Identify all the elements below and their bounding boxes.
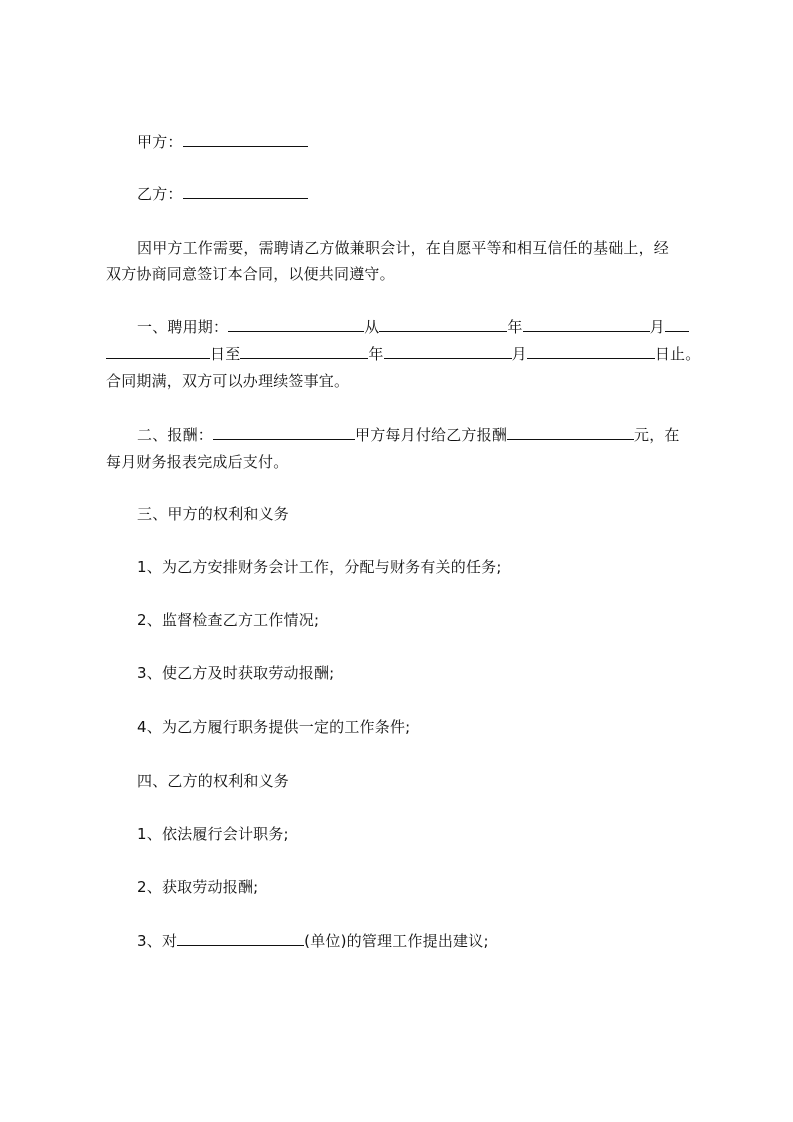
term-year-1: 年 <box>507 318 523 336</box>
pay-blank-2 <box>507 421 634 440</box>
item4-3-suffix: (单位)的管理工作提出建议; <box>304 932 489 950</box>
pay-blank-1 <box>213 421 355 440</box>
term-year-2: 年 <box>368 345 384 363</box>
term-from: 从 <box>364 318 380 336</box>
term-blank-3 <box>523 313 650 332</box>
term-blank-6 <box>240 340 368 359</box>
term-blank-7 <box>384 340 512 359</box>
term-blank-4 <box>665 313 689 332</box>
term-month-1: 月 <box>649 318 665 336</box>
section3-item: 1、为乙方安排财务会计工作，分配与财务有关的任务; <box>137 558 502 576</box>
term-label: 一、聘用期： <box>137 318 229 336</box>
term-month-2: 月 <box>511 345 527 363</box>
term-line-3: 合同期满，双方可以办理续签事宜。 <box>106 372 350 390</box>
intro-line-1: 因甲方工作需要，需聘请乙方做兼职会计，在自愿平等和相互信任的基础上，经 <box>137 239 670 257</box>
unit-blank <box>177 927 304 946</box>
term-blank-2 <box>379 313 507 332</box>
term-day-to: 日至 <box>210 345 241 363</box>
party-a-label: 甲方： <box>137 133 183 151</box>
term-line-1 <box>137 313 737 341</box>
item4-3-prefix: 3、对 <box>137 932 178 950</box>
pay-line-1 <box>137 421 737 449</box>
term-blank-8 <box>527 340 655 359</box>
party-a-line <box>137 128 737 156</box>
section3-title: 三、甲方的权利和义务 <box>137 505 290 523</box>
term-line-2 <box>106 340 706 368</box>
term-day-end: 日止。 <box>654 345 701 363</box>
intro-line-2: 双方协商同意签订本合同，以便共同遵守。 <box>106 265 395 283</box>
section4-item-3 <box>137 927 737 955</box>
party-a-blank <box>183 128 308 147</box>
pay-label: 二、报酬： <box>137 426 214 444</box>
term-blank-5 <box>106 340 210 359</box>
pay-unit: 元，在 <box>634 426 680 444</box>
section3-item: 2、监督检查乙方工作情况; <box>137 611 320 629</box>
section4-title: 四、乙方的权利和义务 <box>137 772 290 790</box>
party-b-label: 乙方： <box>137 185 183 203</box>
party-b-blank <box>183 180 308 199</box>
section3-item: 3、使乙方及时获取劳动报酬; <box>137 664 335 682</box>
section4-item: 1、依法履行会计职务; <box>137 825 289 843</box>
party-b-line <box>137 180 737 208</box>
pay-line-2: 每月财务报表完成后支付。 <box>106 453 289 471</box>
pay-text: 甲方每月付给乙方报酬 <box>355 426 508 444</box>
term-blank-1 <box>228 313 364 332</box>
section4-item: 2、获取劳动报酬; <box>137 878 259 896</box>
section3-item: 4、为乙方履行职务提供一定的工作条件; <box>137 718 411 736</box>
